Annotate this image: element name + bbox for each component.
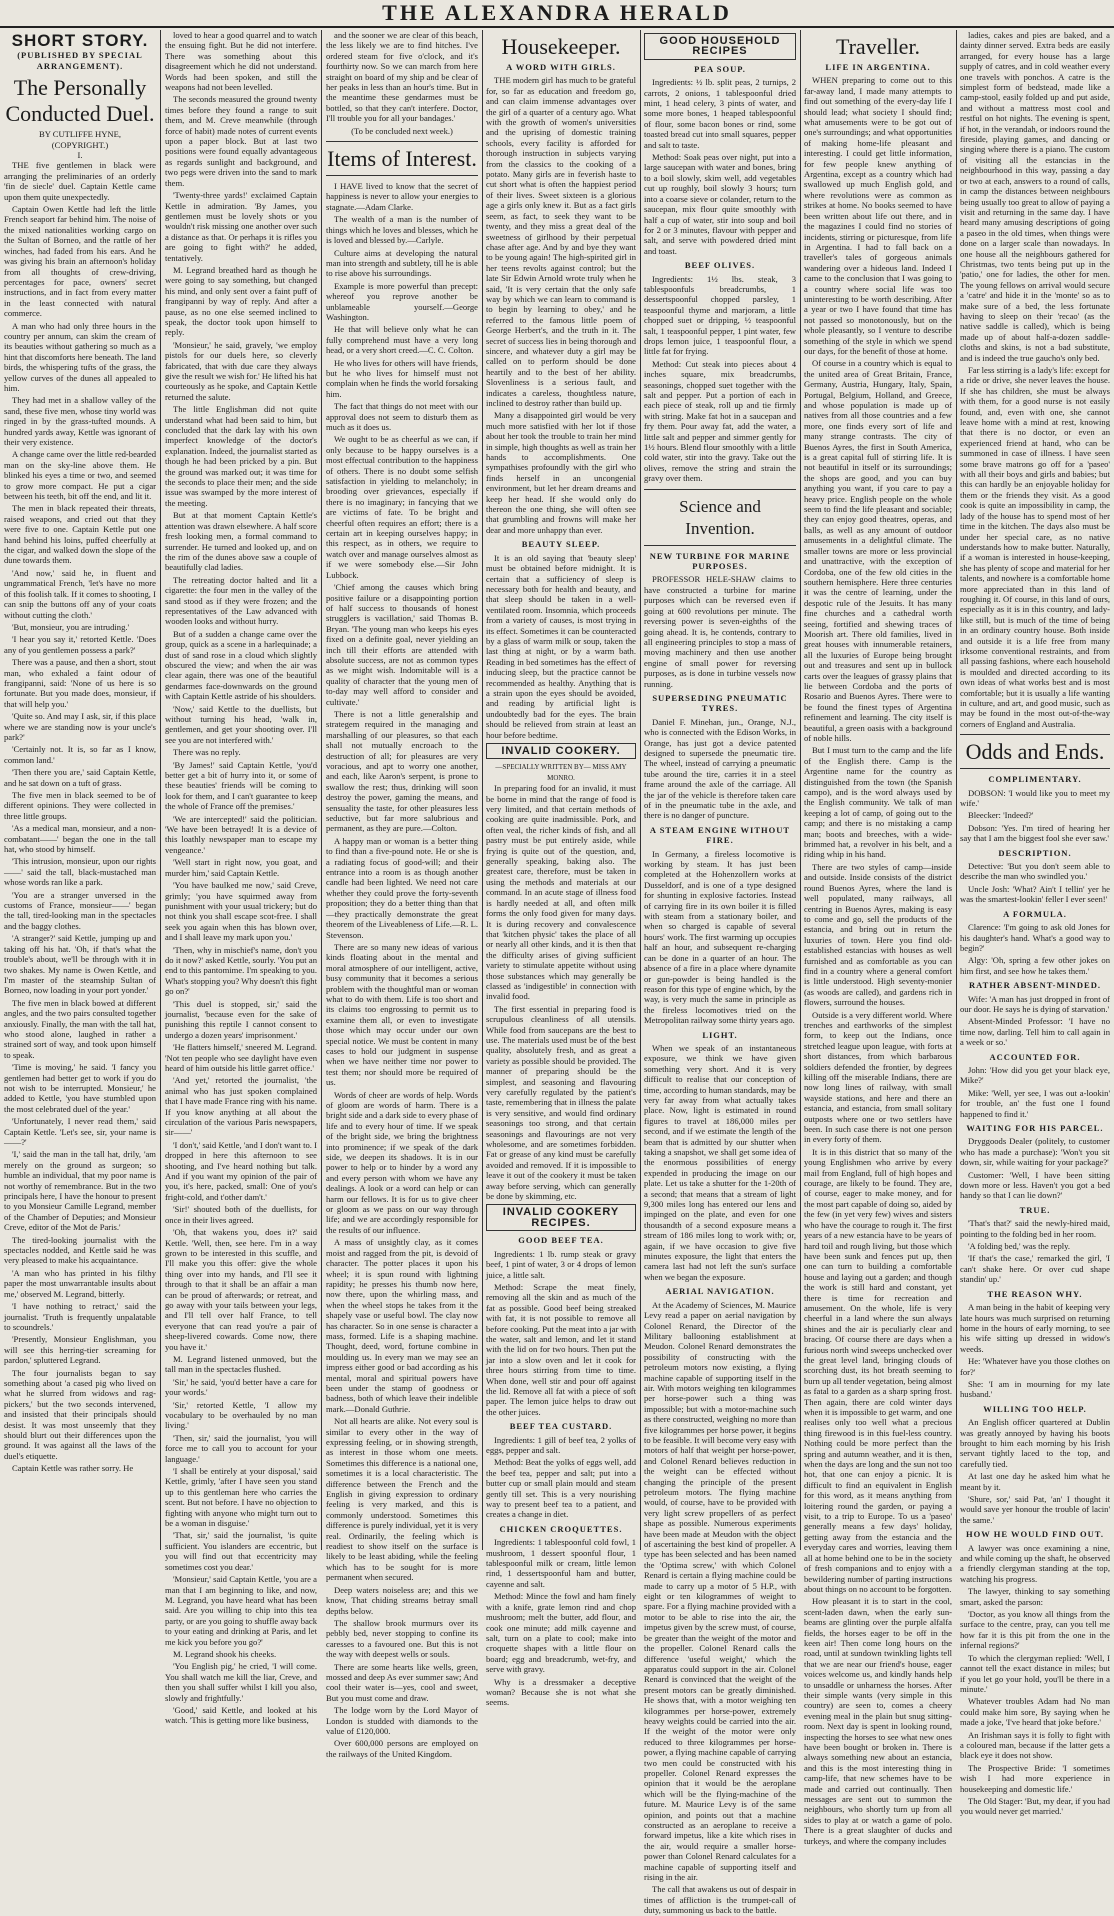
paragraph: 'You English pig,' he cried, 'I will come. You shall watch me kill the liar, Creve, and then you shall suffer whilst I kill you also, slowly and frightfully.' [165,1661,317,1703]
paragraph: There was a pause, and then a short, stout man, who exhaled a faint odour of frangipanni, said: 'None of us here is so fortunate. But you made does, monsieur, if that will help you.' [4,657,156,709]
column-items [326,30,478,1759]
paragraph: Customer: 'Well, I have been sitting down more or less. Haven't you got a bed handy so that I can lie down?' [960,1169,1110,1201]
paragraph: 'Then, sir,' said the journalist, 'you will force me to call you to account for your language.' [165,1432,317,1464]
paragraph: 'If that's the case,' remarked the girl, 'I can't shake here. Or over cud shape standin' up.' [960,1253,1110,1285]
column-housekeeper [486,30,636,1708]
housekeeper-heading: Housekeeper. [501,34,621,59]
paragraph: M. Legrand breathed hard as though he were going to say something, but changed his mind, and only sent over a faint puff of frangipanni by way of reply. And after a pause, as no one else seemed inclined to speak, the doctor took upon himself to reply. [165,264,317,338]
paragraph: 'A folding bed,' was the reply. [968,1241,1071,1252]
paragraph: 'This duel is stopped, sir,' said the journalist, 'because even for the sake of punishing this reptile I cannot consent to undergo a dozen years' imprisonment.' [165,998,317,1040]
paragraph: Why is a dressmaker a deceptive woman? Because she is not what she seems. [486,1676,636,1708]
paragraph: 'And now,' said he, in fluent and ungrammatical French, 'let's have no more of this foolish talk. If it comes to shooting, I can snip the buttons off any of your coats without cutting the cloth.' [4,567,156,620]
paragraph: 'Unfortunately, I never read them,' said Captain Kettle. 'Let's see, sir, your name is ——?' [4,1116,156,1147]
article-body [644,77,796,256]
paragraph: A happy man or woman is a better thing to find than a five-pound note. He or she is a radiating focus of good-will; and their entrance into a room is as though another candle had been lighted. We need not care whether they could prove the forty-seventh proposition; they do a better thing than that—they practically demonstrate the great theorem of the Liveableness of Life.—R. L. Stevenson. [326,835,478,940]
traveller-heading: Traveller. [835,34,921,59]
paragraph: But I must turn to the camp and the life of the English there. Camp is the Argentine name for the country as distinguished from the town (the Spanish campo), and is the word always used by the English community. We talk of man keeping a lot of camp, of going out to the camp; and there is no mistaking a camp man; boots and breeches, with a wide-brimmed hat, a revolver in his belt, and a riding whip in his hand. [804,745,952,860]
paragraph: Words of cheer are words of help. Words of gloom are words of harm. There is a bright side and a dark side to every phase of life and to every hour of time. If we speak of the bright side, we bring the brightness into prominence; if we speak of the dark side, we deepen its shadows. It is in our power to help or to hinder by a word any and every person with whom we have any dealings. A look or a word can help or can harm our fellows. It is for us to give cheer or gloom as we pass on our way through life; and we are accordingly responsible for the results of our influence. [326,1089,478,1235]
paragraph: The seconds measured the ground twenty times before they found a range to suit them, and M. Creve meanwhile (through force of habit) made notes of current events upon a paper block. But at last two positions were found equally advantageous as regards sunlight and background, and two pegs were driven into the sand to mark them. [165,94,317,188]
byline: BY CUTLIFFE HYNE, [38,129,122,140]
paragraph: Outside is a very different world. Where trenches and earthworks of the simplest form, to keep out the Indians, once stretched league upon league, with forts at short distances, from which barbarous soldiers defended the frontier, by degrees killing off the miserable Indians, there are now long lines of railway, with small wayside stations, and here and there an estancia, and estancia, from small solitary outposts where one or two settlers have been. In such case there is not one person in every forty of them. [804,1009,952,1145]
column-traveller [804,30,952,1846]
paragraph: Example is more powerful than precept: whereof you reprove another be unblameable yourself.—George Washington. [326,280,478,322]
paragraph: THE five gentlemen in black were arranging the preliminaries of an orderly 'fin de siecle' duel. Captain Kettle came upon them quite unexpectedly. [4,160,156,202]
paragraph: Absent-Minded Professor: 'I have no time now, darling. Tell him to call again in a week or so.' [960,1016,1110,1048]
author-note: —SPECIALLY WRITTEN BY— MISS AMY MONRO. [495,763,627,782]
paragraph: They had met in a shallow valley of the sand, these five men, whose tiny world was ringed in by the grass-tufted mounds. A hundred yards away, Kettle was ignorant of their very existence. [4,395,156,447]
subheading: GOOD BEEF TEA. [518,1235,604,1246]
subheading: A STEAM ENGINE WITHOUT FIRE. [649,824,791,846]
paragraph: Ingredients: 1 gill of beef tea, 2 yolks of eggs, pepper and salt. [486,1434,636,1455]
subheading: ACCOUNTED FOR. [989,1051,1081,1062]
paragraph: In Germany, a fireless locomotive is working by steam. It has just been completed at the Hohenzollern works at Dusseldorf, and is one of a type designed for shunting in explosive factories. Instead of carrying fire in its own boiler it is filled with steam from a stationary boiler, and when so charged is capable of several hours' work. The first warming up occupies half an hour, and subsequent re-charging can be done in a quarter of an hour. The absence of a fire in a place where dynamite or gun-powder is being handled is the reason for this type of engine which, by the way, is very much the same in principle as the fireless locomotives tried on the Metropolitan railway some thirty years ago. [644,848,796,1026]
odds-heading: Odds and Ends. [965,739,1105,765]
items-list [326,181,478,1759]
paragraph: Method: Cut steak into pieces about 4 inches square, mix breadcrumbs, seasonings, chopped suet together with the salt and pepper. Put a portion of each in each piece of steak, roll up and tie firmly with string. Make fat hot in a saucepan and fry them. Pour away fat, add the water, a little salt and pepper and simmer gently for 1½ hours. Blend flour smoothly with a little cold water, stir into the gravy. Take out the olives, remove the string and strain the gravy over them. [644,358,796,484]
paragraph: THE modern girl has much to be grateful for, so far as education and freedom go, and can claim immense advantages over the girl of a quarter of a century ago. What with the growth of women's universities and the uprising of domestic training schools, every facility is afforded for thorough instruction in subjects varying from the classics to the cooking of a potato. Many girls are in feverish haste to cut short what is often the happiest period of their lives. Sweet sixteen is a glorious age a girls only knew it. But as a fact girls seem, as fact, to seek they want to be twenty, and they miss a great deal of the sweetness of girlhood by their perpetual chase after age. And by and bye they want to be young again! The high-spirited girl in her teens revolts against control; but the late Sir Edwin Arnold wrote truly when he said, 'It is very certain that the only safe way by which we can learn to command is to begin by learning to obey,' and he referred to the famous little poem of George Herbert's, and the truth in it. The secret of success lies in being thorough and sincere, and whatever duty a girl may be called on to perform should be done heartily and to the best of her ability. Slovenliness is a serious fault, and indicates a careless, thoughtless nature, inclined to destroy rather than build up. [486,75,636,408]
paragraph: loved to hear a good quarrel and to watch the ensuing fight. But he did not interfere. There was something about this disagreement which he did not understand. Words had been spoken, and still the weapons had not been levelled. [165,30,317,93]
paragraph: To which the clergyman replied: 'Well, I cannot tell the exact distance in miles; but if you let go your hold, you'll be there in a minute.' [960,1652,1110,1694]
paragraph: 'I,' said the man in the tall hat, drily, 'am merely on the ground as surgeon; so humble an individual, that my poor name is not worthy of remembrance. But in the two principals here, I have the honour to present to you Monsieur Camille Legrand, member of the Chamber of Deputies; and Monsieur Creve, editor of the Mot de Paris.' [4,1149,156,1233]
paragraph: 'Quite so. And may I ask, sir, if this place where we are standing now is your uncle's park?' [4,711,156,742]
paragraph: Far less stirring is a lady's life: except for a ride or drive, she never leaves the house. If she has children, she must be always with them, for a good nurse is not easily found, and, even with one, she cannot leave home with a mind at rest, knowing that there is no doctor, or even an experienced friend at hand, who can be summoned in case of illness. I have seen some brave matrons go off for a 'paseo' with all their boys and girls and babies; but this can hardly be an enjoyable holiday for them or the friends they visit. As a good cook is quite an impossibility in camp, the lady of the house has to spend most of her time in the kitchen. The days also must be under her special care, as no native understands how to make butter. Naturally, if a woman is interested in house-keeping, she has plenty of scope and material for her talents, and nowhere is a comfortable home more appreciated than in this land of roughing it. Of course, in this land of ours, especially as it is in this country, and lady-like still, but is much of the time of being in an ordinary country house. Both inside and outside it is a life free from many irksome conventional restraints, and from all passing fashions, where each household is moulded and directed according to its own ideas of what works best and is most comfortable; but it is usually a life wanting in culture, and art, and good music, such as may be found in the most out-of-the-way corners of England and Australia. [960,365,1110,729]
paragraph: PROFESSOR HELE-SHAW claims to have constructed a turbine for marine purposes which can be reversed even if going at 600 revolutions per minute. The reversing power is seven-eighths of the going ahead. It is, he contends, contrary to all engineering principles to stop a mass of moving machinery and then use another engine of small power for reversing purposes, as is done in turbine vessels now running. [644,574,796,689]
paragraph: An English officer quartered at Dublin was greatly annoyed by having his boots brought to him each morning by his Irish servant tightly laced to the top, and carefully tied. [960,1417,1110,1469]
chapter-number: I. [77,150,83,161]
paragraph: 'Sir,' retorted Kettle, 'I allow my vocabulary to be overhauled by no man living.' [165,1399,317,1431]
paragraph: Algy: 'Oh, spring a few other jokes on him first, and see how he takes them.' [960,955,1110,976]
paragraph: 'Sir!' shouted both of the duellists, for once in their lives agreed. [165,1204,317,1225]
paragraph: M. Legrand listened unmoved, but the tall man in the spectacles flushed. [165,1353,317,1375]
subheading: LIFE IN ARGENTINA. [825,62,931,72]
story-title: The Personally Conducted Duel. [5,75,155,127]
paragraph: The little Englishman did not quite understand what had been said to him, but concluded that the dark lay with his own imperfect knowledge of the doctor's explanation. Indeed, the journalist started as though he had been pricked by a pin. But the ground was marked out; it was time for the seconds to place their men; and the side issue was swamped by the more interest of the meeting. [165,404,317,508]
paragraph: 'Presently, Monsieur Englishman, you will see this herring-tier screaming for pardon,' spluttered Legrand. [4,1334,156,1366]
paragraph: The shallow brook murmurs over its pebbly bed, never stopping to confine its caresses to a favoured one. But this is not the way with deepest wells or souls. [326,1617,478,1660]
paragraph: 'Good,' said Kettle, and looked at his watch. 'This is getting more like business, [165,1704,317,1726]
copyright-note: (COPYRIGHT.) [51,139,109,150]
paragraph: Daniel F. Minehan, jun., Orange, N.J., who is connected with the Edison Works, in Orange, has just got a device patented designed to supersede the pneumatic tire. The wheel, instead of carrying a pneumatic tube around the tire, carries it in a steel frame around the axle of the carriage. All the jar of the vehicle is therefore taken care of in the pneumatic tube in the axle, and there is no danger of puncture. [644,716,796,821]
paragraph: 'And yet,' retorted the journalist, 'the animal who has just spoken complained that I have made France ring with his name. If you know anything at all about the circulation of the various Paris newspapers, sir——' [165,1075,317,1138]
paragraph: 'Well start in right now, you goat, and murder him,' said Captain Kettle. [165,857,317,878]
paragraph: Culture aims at developing the natural man into strength and subtlety, till he is able to rise above his surroundings. [326,247,478,279]
paragraph: The five men in black bowed at different angles, and the two pairs consulted together anxiously. Finally, the man with the tall hat, who stood alone, laughed in rather a strained sort of way, and took upon himself to speak. [4,997,156,1060]
paragraph: 'He flatters himself,' sneered M. Legrand. 'Not ten people who see daylight have even heard of him outside his little garret office.' [165,1042,317,1073]
column-short-story [4,30,156,1550]
column-recipes-science [644,30,797,1916]
paragraph: Many a disappointed girl would be very much more satisfied with her lot if those about her took the trouble to train her mind in simple, high thoughts as well as train her hands to accomplishments. One sympathises profoundly with the girl who finds herself in an uncongenial environment, but let her dream dreams and keep her head. If she would only do thereon the one thing, she will often see that grumbling and frowns will make her dear and more unhappy than ever. [486,410,636,535]
paragraph: 'I hear you say it,' retorted Kettle. 'Does any of you gentlemen possess a park?' [4,634,156,655]
paragraph: The fact that things do not meet with our approval does not seem to disturb them as much as it does us. [326,401,478,432]
paragraph: 'I have nothing to retract,' said the journalist. 'Truth is frequently unpalatable to scoundrels.' [4,1301,156,1332]
paragraph: Clarence: 'I'm going to ask old Jones for his daughter's hand. What's a good way to begin?' [960,922,1110,953]
story-ending [326,30,478,124]
paragraph: But of a sudden a change came over the group, quick as a scene in a harlequinade; a dust of sand rose in a cloud which slightly obscured the view; and when the air was clear again, there was one of the beautiful gendarmes face-downwards on the ground with Captain Kettle astride of his shoulders. [165,628,317,702]
subheading: AERIAL NAVIGATION. [665,1286,775,1297]
article-body [804,75,952,1846]
column-rule [800,30,801,1550]
paragraph: The call that awakens us out of despair in times of affliction is the trumpet-call of duty, summoning us back to the battle. [644,1884,796,1916]
paragraph: 'By James!' said Captain Kettle, 'you'd better get a bit of hurry into it, or some of these beauties' friends will be coming to look for them, and I can't guarantee to keep the whole of France off the premises.' [165,759,317,812]
paragraph: 'Twenty-three yards!' exclaimed Captain Kettle in admiration. 'By James, you gentlemen must be lovely shots or you wouldn't risk missing one another over such a distance as that. Or perhaps it is rifles you are going to fight with?' he added, tentatively. [165,190,317,263]
paragraph: 'Chief among the causes which bring positive failure or a disappointing portion of half success to thousands of honest strugglers is vacillation,' said Thomas B. Bryan. 'The young man who keeps his eyes fixed on a definite goal, never yielding an inch till their efforts are attended with absolute success, are not as common types as we might wish. Indomitable will is a quality of character that the young men of to-day may well afford to consider and cultivate.' [326,582,478,707]
masthead [0,0,1114,28]
paragraph: The tired-looking journalist with the spectacles nodded, and Kettle said he was very pleased to make his acquaintance. [4,1234,156,1266]
paragraph: Method: Beat the yolks of eggs well, add the beef tea, pepper and salt; put into a butter cup or small plain mould and steam gently till set. This is a very nourishing way to present beef tea to a patient, and creates a change in diet. [486,1457,636,1520]
joke-body [960,1136,1110,1200]
paragraph: 'Shure, sor,' said Pat, 'an' I thought it would save yer honour the trouble of lacin' the same.' [960,1494,1110,1525]
paragraph: John: 'How did you get your black eye, Mike?' [960,1064,1110,1086]
paragraph: The wealth of a man is the number of things which he loves and blesses, which he is loved and blessed by.—Carlyle. [326,214,478,246]
paragraph: 'This intrusion, monsieur, upon our rights——' said the tall, black-mustached man whose words ran like a park. [4,856,156,888]
newspaper-title: THE ALEXANDRA HERALD [382,0,732,25]
paragraph: He: 'Whatever have you those clothes on for?' [960,1356,1110,1377]
paragraph: At the Academy of Sciences, M. Maurice Levy read a paper on aerial navigation by Colonel Renard, the Director of the Military ballooning establishment at Meudon. Colonel Renard demonstrates the possibility of constructing with the petroleum motors now existing, a flying machine capable of supporting itself in the air. With motors weighing ten kilogrammes per horse-power such a thing was impossible; but with a motor-machine such as there constructed, weighing no more than five kilogrammes per horse power, it begins to be feasible. It will become very easy with motors of half that weight per horse-power, and Colonel Renard believes reduction in the weight can be effected without changing the principle of the present petroleum motors. The flying machine would, of course, have to be provided with very light screw propellers of as perfect shape as possible. Numerous experiments have been made at Meudon with the object of ascertaining the best kind of propeller. A type has been selected and has been named the 'Optima screw,' with which Colonel Renard is certain a flying machine could be made to carry up a motor of 5 H.P., with eight or ten kilogrammes of weight to spare. For a flying machine provided with a motor to be able to rise into the air, the impetus given by the screw must, of course, be greater than the weight of the motor and the propeller. Colonel Renard calls the difference 'useful weight,' which the apparatus could support in the air. Colonel Renard is convinced that the weight of the present motors can be greatly diminished. He shows that, with a motor weighing ten kilogrammes per horse-power, extremely heavy weights could be carried into the air. If the weight of the motor were only reduced to three kilogrammes per horse-power, a flying machine capable of carrying two men could be constructed with his propeller. Colonel Renard expresses the opinion that it would be the aeroplane which will be the flying-machine of the future. M. Maurice Levy is of the same opinion, and points out that a machine constructed as an aeroplane to receive a forward impetus, like a kite which rises in the air, would require a smaller horse-power than Colonel Renard calculates for a machine capable of supporting itself and rising in the air. [644,1299,797,1883]
subheading: BEEF OLIVES. [684,260,756,271]
paragraph: 'Oh, that wakens you, does it?' said Kettle. 'Well, then, see here. I'm in a way grown to be interested in this scuffle, and I'll make you this offer: give the whole thing over into my hands, and I'll see it through to that it shall be an affair a man can be proud of afterwards; or retreat, and go away with your tails between your legs, and I'll tell over half France, to tell everyone that can read you're a pair of sheep-livered cowards. Come now, there you have it.' [165,1227,317,1352]
section-box-heading: INVALID COOKERY RECIPES. [486,1204,636,1231]
paragraph: DOBSON: 'I would like you to meet my wife.' [960,787,1110,809]
story-body [165,30,317,1726]
paragraph: 'I don't,' said Kettle, 'and I don't want to. I dropped in here this afternoon to see shooting, and I've heard nothing but talk. And if you want my opinion of the pair of you, it's here, packed, small: One of you's fright-cold, and t'other dam't.' [165,1139,317,1202]
subheading: RATHER ABSENT-MINDED. [969,980,1101,991]
paragraph: Not all hearts are alike. Not every soul is similar to every other in the way of expressing feeling, or in showing strength, as interest in those whom one meets. Sometimes this difference is a national one, sometimes it is a local characteristic. The difference between the French and the English in giving expression to ordinary feeling is very marked, and this is commonly understood. Sometimes this difference is purely individual, yet it is very real. Ordinarily, the feeling which is readiest to show itself on the surface is likely to be least abiding, while the feeling which has to be sought for is more permanent when secured. [326,1416,478,1583]
paragraph: He that will believe only what he can fully comprehend must have a very long head, or a very short creed.—C. C. Colton. [326,324,478,356]
section-heading: SHORT STORY. [11,31,149,50]
section-box-heading: GOOD HOUSEHOLD RECIPES [644,33,796,60]
paragraph: 'That, sir,' said the journalist, 'is quite sufficient. You islanders are eccentric, but you will find out that eccentricity may sometimes cost you dear.' [165,1530,317,1572]
paragraph: Method: Scrape the meat finely, removing all the skin and as much of the fat as possible. Good beef being streaked with fat, it is not possible to remove all before cooking. Put the meat into a jar with the water, salt and lemon, and let it stand with the lid on for two hours. Then put the jar into a slow oven and let it cook for three hours stirring from time to time. When done, well stir and pour off against the lid. Remove all fat with a piece of soft paper. The lemon juice helps to draw out the other juices. [486,1281,636,1417]
paragraph: There are two styles of camp—inside and outside. Inside consists of the district round Buenos Ayres, where the land is well populated, many railways, all centring in Buenos Ayres, making is easy to come and go, sell the products of the estancia, and bring out in return the luxuries of town. Here you find old-established estancias with houses as well furnished and as comfortable as you can find in a country where a general comfort is little understood. High seventy-monier (as woods are called), and gardens rich in flowers, surround the houses. [804,861,952,1008]
paragraph: He who lives for others will have friends, but he who lives for himself must not complain when he finds the world forsaking him. [326,357,478,399]
article-body [486,1249,636,1418]
paragraph: 'We are intercepted!' said the politician. 'We have been betrayed! It is a device of this loathly newspaper man to escape my vengeance.' [165,813,317,855]
paragraph: There is not a little generalship and strategem required in the managing and marshalling of our pleasures, so that each shall not mutually encroach to the destruction of all; for pleasures are very voracious, and apt to worry one another, and each, like Aaron's serpent, is prone to swallow the rest; thus, drinking will soon destroy the power, gaming the means, and sensuality the taste, for other pleasures less seductive, but far more salubrious and permanent, as they are pure.—Colton. [326,708,478,834]
paragraph: 'I shall be entirely at your disposal,' said Kettle, grimly, 'after I have seen you stand up to this gentleman here who carries the scent. But not before. I have no objection to fighting with anyone who might turn out to be a woman in disguise.' [165,1466,317,1529]
paragraph: Method: Soak peas over night, put into a large saucepan with water and bones, bring to a boil slowly, skim well, add vegetables cut up roughly, boil slowly 3 hours; turn into a coarse sieve or colander, return to the saucepan, mix flour quite smoothly with half a cup of water, stir into soup and boil for 2 or 3 minutes, flavour with pepper and salt, and serve with powdered dried mint and toast. [644,152,796,256]
paragraph: 'Then there you are,' said Captain Kettle, and he sat down on a tuft of grass. [4,767,156,788]
subheading: BEEF TEA CUSTARD. [509,1421,613,1432]
article-body [644,717,796,821]
paragraph: There are so many new ideas of various kinds floating about in the mental and moral atmosphere of our intelligent, active, busy community that it becomes a serious problem with the thoughtful man or woman what to do with them. Life is too short and its claims too engrossing to permit us to examine them all, or even to investigate those which may occur under our own special notice. We must be content in many cases to hold our judgment in suspense when we have neither time nor power to test them; nor should more be required of us. [326,941,478,1088]
subheading: COMPLIMENTARY. [988,774,1082,785]
paragraph: A change came over the little red-bearded man on the sky-line above them. He blinked his eyes a time or two, and seemed to grow more compact. He put a cigar between his teeth, bit off the end, and lit it. [4,449,156,502]
divider [644,489,796,490]
paragraph: At last one day he asked him what he meant by it. [960,1471,1110,1492]
subheading: NEW TURBINE FOR MARINE PURPOSES. [649,550,791,572]
paragraph: A mass of unsightly clay, as it comes moist and ragged from the pit, is devoid of character. The potter places it upon his wheel; it is spun round with lightning rapidity; he presses his thumb now here, now there, upon the whirling mass, and when the wheel stops he takes from it the shapely vase or useful bowl. The clay now has character. So in one sense is character a mass, formed. Life is a shaping machine. Thought, deed, word, fortune combine in moulding us. In every man we may see an impress either good or bad according as his mental, moral and spiritual powers have been under the stamp of goodness or badness, both of which leave their indelible mark.—Donald Guthrie. [326,1237,478,1414]
paragraph: Wife: 'A man has just dropped in front of our door. He says he is dying of starvation.' [960,993,1110,1014]
subheading: THE REASON WHY. [987,1288,1083,1299]
paragraph: A man who had only three hours in the country per annum, can skim the cream of its beauties without gathering so much as a hint that discomforts here beneath. The land birds, the whispering tufts of the grass, the yellow curves of the dunes all appealed to him. [4,320,156,393]
science-heading: Science and Invention. [679,496,761,538]
paragraph: 'Now,' said Kettle to the duellists, but without turning his head, 'walk in, gentlemen, and get your shooting over. I'll see you are not interfered with.' [165,703,317,745]
paragraph: A man being in the habit of keeping very late hours was much surprised on returning home in the hours of early morning, to see his wife sitting up dressed in widow's weeds. [960,1302,1110,1354]
paragraph: The five men in black seemed to be of different opinions. They were collected in three little groups. [4,790,156,821]
joke-body [960,1218,1110,1284]
paragraph: Detective: 'But you don't seem able to describe the man who swindled you.' [960,861,1110,882]
paragraph: Of course in a country which is equal to the united area of Great Britain, France, Germany, Austria, Hungary, Italy, Spain, Portugal, Belgium, Holland, and Greece, and whose population is made up of natives from all those countries and a few more, one finds every sort of life and many strange contrasts. The city of Buenos Ayres, the first in South America, is a great capital full of stirring life. It is not beautiful in itself or its surroundings; the shops are good, and you can buy anything you want, if you care to pay a heavy price. English people on the whole seem to find the life pleasant and sociable; they can enjoy good theatres, operas, and balls, as well as any amount of outdoor amusements in a delightful climate. The smaller towns are more or less provincial and unattractive, with the exception of Cordoba, one of the few old cities in the southern hemisphere. Here three centuries it was the centre of learning, under the despotic rule of the Jesuits. It has many fine churches and a cathedral worth seeing, fortified and shewing traces of Moorish art. There old families, lived in great houses with innumerable retainers, all the luxuries of Europe being brought out and treasures and sent up in bullock carts over the leagues of grassy plains that lie between Cordoba and the ports of Rosario and Buenos Ayres. There were to be found the finest types of Argentina refinement and learning. The city itself is beautiful, a green oasis with a background of noble hills. [804,358,952,743]
joke-body [960,1417,1110,1525]
joke-body [960,922,1110,976]
joke-body [960,994,1110,1048]
article-body [960,30,1110,729]
divider [326,175,478,176]
story-body [4,160,156,1473]
joke-body [960,1065,1110,1119]
publication-note: (PUBLISHED BY SPECIAL ARRANGEMENT). [17,50,143,71]
paragraph: Deep waters noiseless are; and this we know, That chiding streams betray small depths below. [326,1584,478,1616]
paragraph: Ingredients: ½ lb. split peas, 2 turnips, 2 carrots, 2 onions, 1 tablespoonful dried mint, 1 head celery, 3 pints of water, and some more bones, 1 heaped tablespoonful of flour, some bacon bones or rind, some toasted bread cut into small squares, pepper and salt to taste. [644,77,796,150]
paragraph: I HAVE lived to know that the secret of happiness is never to allow your energies to stagnate.—Adam Clarke. [326,181,478,212]
paragraph: An Irishman says it is folly to fight with a coloured man, because if the latter gets a black eye it does not show. [960,1729,1110,1761]
article-body [644,274,796,484]
paragraph: There was no reply. [173,747,241,758]
paragraph: A lawyer was once examining a nine, and while coming up the shaft, he observed a friendly clergyman standing at the top, watching his progress. [960,1542,1110,1584]
paragraph: Method: Mince the fowl and ham finely with a knife, grate lemon rind and chop mushroom; melt the butter, add flour, and cook one minute; add milk cayenne and salt, turn on a plate to cool; make into croquette shapes with a little flour on board; egg and breadcrumb, wet-fry, and serve with gravy. [486,1591,636,1675]
paragraph: Ingredients: 1½ lbs. steak, 3 tablespoonfuls breadcrumbs, 1 dessertspoonful chopped parsley, 1 teaspoonful thyme and marjoram, a little chopped suet or dripping, ½ teaspoonful salt, 1 teaspoonful pepper, 1 pint water, few drops lemon juice, 1 teaspoonful flour, a little fat for frying. [644,273,796,357]
subheading: SUPERSEDING PNEUMATIC TYRES. [652,692,788,714]
items-heading: Items of Interest. [327,146,477,172]
article-body [486,553,636,740]
subheading: A WORD WITH GIRLS. [506,62,616,72]
paragraph: She: 'I am in mourning for my late husband.' [960,1378,1110,1400]
paragraph: 'Then, why in mischief's name, don't you do it now?' asked Kettle, sourly. 'You put an end to this pantomime. I'm speaking to you. What's stopping you? Why doesn't this fight go on?' [165,944,317,997]
paragraph: and the sooner we are clear of this beach, the less likely we are to find hitches. I've ordered steam for five o'clock, and it's fourthirty now. So we can march from here straight on board of my ship and be clear of her peaks in less than an hour's time. But in the meantime these gendarmes must be bottled, so that they can't interfere. Doctor, I'll trouble you for all your bandages.' [326,30,478,124]
paragraph: 'You are a stranger unversed in the customs of France, monsieur——' began the tall, tired-looking man in the spectacles and the baggy clothes. [4,889,156,931]
paragraph: 'A man who has printed in his filthy paper the most unwarrantable insults about me,' observed M. Legrand, bitterly. [4,1267,156,1299]
paragraph: When we speak of an instantaneous exposure, we think we have given something very short. And it is very difficult to realise that our conception of time, according to human standards, may be very far away from what actually takes place. Now, light is estimated in round figures to travel at 186,000 miles per second, and if we estimate the length of the beam that is admitted by our shutter when taking a snapshot, we shall get some idea of the enormous possibilities of energy expended in producing the image on our plate. Let us take a shutter for the 1-20th of a second; that means that a stream of light 9,300 miles long has entered our lens and impinged on the plate, and even for one thousandth of a second exposure means a stream of 186 miles long to work with; or, again, if we have occasion to give five minutes exposure, the light that enters the camera last had not left the sun's surface when we began the exposure. [644,1042,796,1282]
paragraph: 'As a medical man, monsieur, and a non-combatant——' began the one in the tall hat, who stood by himself. [4,823,156,855]
subheading: LIGHT. [702,1029,738,1040]
paragraph: It is an old saying that 'beauty sleep' must be obtained before midnight. It is certain that a sufficiency of sleep is necessary both for health and beauty, and that sleep should be taken in a well-ventilated room. Insomnia, which proceeds from a variety of causes, is most trying in its effect. Sometimes it can be counteracted by a glass of warm milk or soup, taken the last thing at night, or by a warm bath. Reading in bed sometimes has the effect of inducing sleep, but the practice cannot be recommended as healthy. Anything that is a strain upon the eyes should be avoided, and reading by artificial light is undoubtedly bad for the eyes. The brain should be relieved from strain at least an hour before bedtime. [486,552,636,740]
paragraph: There are some hearts like wells, green, mossed and deep As ever summer saw; And cool their water is—yes, cool and sweet, But you must come and draw. [326,1661,478,1703]
article-body [644,1300,796,1916]
paragraph: 'Monsieur,' he said, gravely, 'we employ pistols for our duels here, so cleverly fabricated, that with due care they always give the result we wish for.' He lifted his hat courteously as he spoke, and Captain Kettle returned the salute. [165,339,317,402]
paragraph: Ingredients: 1 lb. rump steak or gravy beef, 1 pint of water, 3 or 4 drops of lemon juice, a little salt. [486,1248,636,1280]
joke-body [960,1543,1110,1817]
paragraph: 'Monsieur,' said Captain Kettle, 'you are a man that I am beginning to like, and now, M. Legrand, you have heard what has been said. Are you willing to chip into this tea party, or are you going to shuffle away back to your eating and drinking at Paris, and let me kick you before you go?' [165,1574,317,1647]
paragraph: Uncle Josh: 'What? Ain't I tellin' yer he was the smartest-lookin' feller I ever seen!' [960,883,1110,905]
paragraph: 'But, monsieur, you are intruding.' [12,621,130,632]
subheading: A FORMULA. [1003,908,1067,919]
paragraph: 'A stranger?' said Kettle, jumping up and taking off his hat. 'Oh, if that's what the trouble's about, we'll be through with it in two shakes. My name is Owen Kettle, and I'm master of the steamship Sultan of Borneo, now loading in your port yonder.' [4,933,156,996]
column-odds-ends [960,30,1111,1817]
paragraph: 'Sir,' he said, 'you'd better have a care for your words.' [165,1376,317,1398]
divider [644,545,796,546]
paragraph: The first essential in preparing food is scrupulous cleanliness of all utensils. While food from saucepans are the best to use. The materials used must be of the best quality, absolutely fresh, and as great a variety as possible should be provided. The manner of preparing should be the simplest, and seasoning and flavouring very carefully regulated by the patient's taste, remembering that in illness the palate is very sensitive, and would find ordinary seasonings too strong, and that certain seasonings and flavourings are not very wholesome, and are sometimes forbidden. Fat or grease of any kind must be carefully avoided and removed. If it is impossible to leave it out of the cookery it must be taken away before serving, which can generally be done by skimming, etc. [486,1003,636,1202]
paragraph: But at that moment Captain Kettle's attention was drawn elsewhere. A half score fresh looking men, a formal command to surrender. He turned and looked up, and on the rim of the dunes above saw a couple of beautifully clad ladies. [165,510,317,573]
column-rule [160,30,161,1550]
subheading: DESCRIPTION. [998,847,1072,858]
paragraph: 'Time is moving,' he said. 'I fancy you gentlemen had better get to work if you do not wish to be interrupted. Monsieur,' he added to Kettle, 'you have stumbled upon the most celebrated duel of the year.' [4,1062,156,1114]
paragraph: Over 600,000 persons are employed on the railways of the United Kingdom. [326,1738,478,1759]
paragraph: The Old Stager: 'But, my dear, if you had you would never get married.' [960,1795,1111,1817]
paragraph: The lawyer, thinking to say something smart, asked the parson: [960,1586,1110,1607]
column-story-continued [165,30,317,1726]
paragraph: The lodge worn by the Lord Mayor of London is studded with diamonds to the value of £120,000. [326,1705,478,1736]
paragraph: The men in black repeated their threats, raised weapons, and cried out that they were five to one. Captain Kettle put one hand behind his loins, puffed cheerfully at the cigar, and walked down the slope of the dune towards them. [4,503,156,566]
paragraph: In preparing food for an invalid, it must be borne in mind that the range of food is very limited, and that certain methods of cooking are quite inadmissible. Pork, and often veal, the richer kinds of fish, and all pastry must be put entirely aside, while frying is quite out of the question, and, generally speaking, baking also. The greatest care, therefore, must be taken in using the methods and materials at our command. In an acute stage of illness food is hardly needed at all, and often milk forms the only food given for many days. It is during recovery and convalescence that 'kitchen physic' takes the place of all or nearly all other kinds, and it is then that the difficulty arises of giving sufficient variety to stimulate appetite without using those substances which may generally be classed as 'indigestible' in connection with invalid food. [486,783,636,1002]
paragraph: Whatever troubles Adam had No man could make him sore, By saying when he made a joke, 'I've heard that joke before.' [960,1696,1110,1728]
paragraph: 'Certainly not. It is, so far as I know, common land.' [4,744,156,765]
joke-body [960,861,1110,905]
subheading: BEAUTY SLEEP. [521,539,601,550]
subheading: HOW HE WOULD FIND OUT. [966,1529,1104,1540]
continued-note: (To be concluded next week.) [351,125,453,136]
subheading: WAITING FOR HIS PARCEL. [966,1123,1104,1133]
paragraph: 'You have baulked me now,' said Creve, grimly; 'you have squirmed away from punishment with your usual trickery; but do not think you shall escape scot-free. I shall seek you again when this has blown over, and I shall leave my mark upon you.' [165,880,317,943]
article-body [486,1435,636,1520]
subheading: CHICKEN CROQUETTES. [499,1523,623,1534]
paragraph: The four journalists began to say something about 'a cased pig who lived on what he slurred from widows and rag-pickers,' but the two seconds intervened, and insisted that their principals should desist. It was most unseemly that they should blurt out their differences upon the ground. It was against all the laws of the duel's etiquette. [4,1367,156,1461]
paragraph: Captain Kettle was rather sorry. He [12,1463,134,1474]
column-rule [321,30,322,1550]
article-body [486,75,636,535]
joke-body [960,788,1110,844]
divider [960,734,1110,735]
column-rule [956,30,957,1550]
article-body [644,849,796,1026]
article-body [486,1537,636,1708]
paragraph: We ought to be as cheerful as we can, if only because to be happy ourselves is a most effectual contribution to the happiness of others. There is no doubt some selfish satisfaction in yielding to melancholy; in brooding over grievances, especially if there is no imaginary; in fancying that we are victims of fate. To be bright and cheerful often requires an effort; there is a certain art in keeping ourselves happy; in this respect, as in others, we require to watch over and manage ourselves almost as if we were somebody else.—Sir John Lubbock. [326,434,478,580]
article-body [644,574,796,688]
paragraph: Mike: 'Well, yer see, I was out a-lookin' for trouble, an' the fust one I found happened to find it.' [960,1087,1110,1119]
paragraph: M. Legrand shook his cheeks. [173,1648,277,1659]
column-rule [482,30,483,1550]
paragraph: Captain Owen Kettle had left the little French seaport far behind him. The noise of the mixed nationalities working cargo on the Sultan of Borneo, and the rattle of her winches, had faded from his ears. And he was giving his brain an afternoon's holiday from all thoughts of crew-driving, percentages for pace, owners' secret instructions, and in fact from every matter in the least connected with natural commerce. [4,204,156,319]
paragraph: WHEN preparing to come out to this far-away land, I made many attempts to find out something of the every-day life I should lead; what society I should find; what amusements were to be got out of one's surroundings; and what opportunities of making home-life pleasant and interesting. I could get little information, for few people knew anything of Argentina, except as a country which had swallowed up much English gold, and where revolutions were as common as strikes at home. No books seemed to have been written about life out there, and in the magazines I could find no stories of incidents, stirring or picturesque, from life in Argentina. I had to fall back on a traveller's tales of gorgeous animals wandering over a hideous land. Indeed I came to the conclusion that I was going to a country where social life was too uninteresting to be worth describing. After a year or two I have found that time has not passed so monotonously, but on the whole pleasantly, so I venture to describe something of the style in which we spend our days, for the benefit of those at home. [804,75,952,356]
subheading: PEA SOUP. [694,63,746,74]
divider [960,768,1110,769]
paragraph: Bleecker: 'Indeed?' [968,810,1034,821]
paragraph: Dryggoods Dealer (politely, to customer who has made a purchase): 'Won't you sit down, sir, while waiting for your package?' [960,1136,1110,1168]
paragraph: 'That's that?' said the newly-hired maid, pointing to the folding bed in her room. [960,1218,1110,1239]
column-rule [640,30,641,1550]
paragraph: It is in this district that so many of the young Englishmen who arrive by every mail from England, full of high hopes and courage, are likely to be found. They are, of course, eager to make money, and for the most part capable of doing so, aided by the few (in yet very few) wives and sisters who have the courage to rough it. The first years of a new estancia have to be years of hard toil and rough living, but those which have been sunk and fences put up, then one can turn to building a comfortable house and laying out a garden; and though the work is still hard and constant, yet there is time for recreation and amusement. On the whole, life is very cheerful in a land where the sun always shines and the air is peculiarly clear and bracing. Of course there are days when a furious north wind sweeps unchecked over the great level land, bringing clouds of scorching dust, its hot breath seeming to burn up all tender vegetation, being almost as fatal to a garden as a sharp spring frost. Then again, there are cold winter days when it is impossible to get warm, and one realises only too well what a precious thing firewood is in this fuel-less country. Nothing could be more perfect than the spring and autumn weather, and it is then, when the days are long and the sun not too hot, that one can enjoy a picnic. It is difficult to find an equivalent in English for this word, as it means anything from loitering round the garden, or paying a visit, to a trip to Europe. To us a 'paseo' generally means a few days' holiday, getting away from the estancia and the everyday cares and worries, leaving them all at home behind one to be in the society of fresh companions and to enjoy with a bewildering number of parting instructions about things on no account to be forgotten. [804,1146,952,1594]
divider [326,141,478,142]
section-box-heading: INVALID COOKERY. [486,743,636,759]
article-body [486,783,636,1201]
paragraph: The Prospective Bride: 'I sometimes wish I had more experience in housekeeping and domestic life.' [960,1762,1110,1794]
paragraph: Dobson: 'Yes. I'm tired of hearing her say that I am the biggest fool she ever saw.' [960,822,1110,844]
paragraph: The retreating doctor halted and lit a cigarette: the four men in the valley of the sand stood as if they were frozen; and the representatives of the Law advanced with wooden looks and without hurry. [165,574,317,627]
paragraph: How pleasant it is to start in the cool, scent-laden dawn, when the early sun-beams are glinting over the purple alfalfa fields, the horses eager to be off in the keen air! Then come long hours on the road, until at sundown twinkling lights tell that we are near our friend's house, eager voices welcome us, and kindly hands help to unsaddle or unharness the horses. After their simple wants (very simple in this country) are seen to, comes a cheery evening meal in the plain but snug sitting-room. Next day is spent in looking round, inspecting the horses to see what new ones have been bought or broken in. There is always something new about an estancia, and this is the most interesting thing in camp-life, that new schemes have to be made and carried out continually. Then messages are sent out to summon the neighbours, who shortly turn up from all sides to play at or watch a game of polo. There is a great slaughter of ducks and turkeys, and where the company includes [804,1596,952,1846]
joke-body [960,1302,1110,1400]
paragraph: Ingredients: 1 tablespoonful cold fowl, 1 mushroom, 1 dessert spoonful flour, 1 tablespoonful milk or cream, little lemon rind, 1 dessertspoonful ham and butter, cayenne and salt. [486,1537,636,1589]
article-body [644,1043,796,1282]
paragraph: ladies, cakes and pies are baked, and a dainty dinner served. Extra beds are easily arranged, for every house has a large supply of catres, and in cold weather every one travels with ponchos. A catre is the simplest form of bedstead, made like a camp-stool, easily folded up and put aside, and without a mattress most cool and restful on hot nights. The evening is spent, if hot, in the verandah, or indoors round the fireside, playing games, and dancing or singing where there is a piano. The custom of visiting all the estancias in the neighbourhood in this way, passing a day or two at each, answers to a round of calls, in camp the distances between neighbours being usually too great to allow of paying a visit and returning in the same day. I have heard many amusing descriptions of going a paseo in the old times, when things were done on a larger scale than nowadays. In one house all the neighbours gathered for Christmas, two tents being put up in the 'patio,' one for ladies, the other for men. The young fellows on arrival would secure a 'catre' and hide it in the 'monte' so as to make sure of a bed, the less fortunate having to sleep on their 'recao' (as the native saddle is called), which is being made up of about half-a-dozen saddle-cloths and skins, is not a bad substitute, and is indeed the true gaucho's only bed. [960,30,1110,363]
subheading: WILLING TOO HELP. [983,1403,1087,1414]
paragraph: 'Doctor, as you know all things from the surface to the centre, pray, can you tell me how far it is this pit from the one in the infernal regions?' [960,1609,1110,1651]
subheading: TRUE. [1019,1204,1051,1215]
